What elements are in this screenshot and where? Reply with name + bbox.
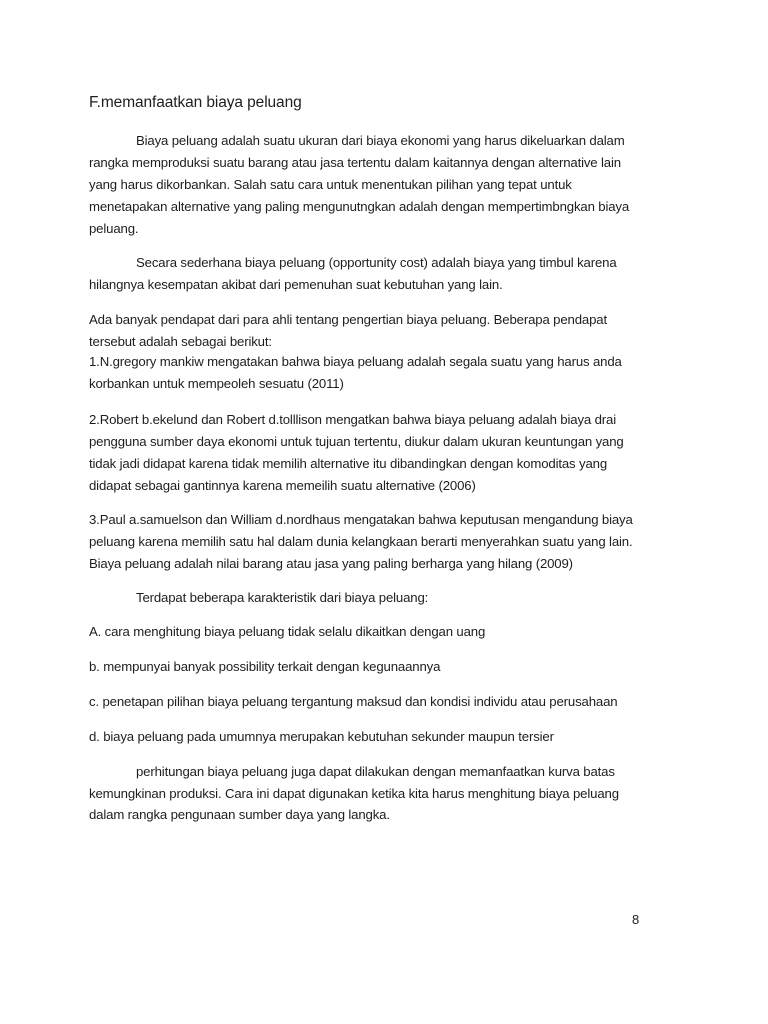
paragraph-1-line: peluang.: [89, 221, 139, 236]
section-heading: F.memanfaatkan biaya peluang: [89, 94, 302, 111]
paragraph-3-line: tersebut adalah sebagai berikut:: [89, 334, 272, 349]
opinion-3-line: peluang karena memilih satu hal dalam dunia kelangkaan berarti menyerahkan suatu yang lain.: [89, 534, 633, 549]
characteristic-item: c. penetapan pilihan biaya peluang tergantung maksud dan kondisi individu atau perusahaan: [89, 694, 618, 709]
paragraph-2-line: hilangnya kesempatan akibat dari pemenuhan suat kebutuhan yang lain.: [89, 277, 503, 292]
closing-paragraph-line: kemungkinan produksi. Cara ini dapat digunakan ketika kita harus menghitung biaya peluang: [89, 786, 619, 801]
opinion-1-line: 1.N.gregory mankiw mengatakan bahwa biaya peluang adalah segala suatu yang harus anda: [89, 354, 622, 369]
characteristics-intro: Terdapat beberapa karakteristik dari biaya peluang:: [136, 590, 429, 605]
opinion-2-line: didapat sebagai gantinnya karena memeilih suatu alternative (2006): [89, 478, 476, 493]
opinion-3-line: Biaya peluang adalah nilai barang atau jasa yang paling berharga yang hilang (2009): [89, 556, 573, 571]
characteristic-item: A. cara menghitung biaya peluang tidak selalu dikaitkan dengan uang: [89, 624, 486, 639]
characteristic-item: b. mempunyai banyak possibility terkait dengan kegunaannya: [89, 659, 441, 674]
closing-paragraph-line: dalam rangka pengunaan sumber daya yang langka.: [89, 807, 390, 822]
opinion-2-line: pengguna sumber daya ekonomi untuk tujuan tertentu, diukur dalam ukuran keuntungan yang: [89, 434, 624, 449]
opinion-2-line: tidak jadi didapat karena tidak memilih alternative itu dibandingkan dengan komoditas yang: [89, 456, 607, 471]
opinion-3-line: 3.Paul a.samuelson dan William d.nordhaus mengatakan bahwa keputusan mengandung biaya: [89, 512, 633, 527]
paragraph-1-line: yang harus dikorbankan. Salah satu cara untuk menentukan pilihan yang tepat untuk: [89, 177, 572, 192]
page-number: 8: [632, 912, 640, 927]
characteristic-item: d. biaya peluang pada umumnya merupakan kebutuhan sekunder maupun tersier: [89, 729, 554, 744]
closing-paragraph-line: perhitungan biaya peluang juga dapat dilakukan dengan memanfaatkan kurva batas: [136, 764, 615, 779]
paragraph-1-line: menetapakan alternative yang paling mengunutngkan adalah dengan mempertimbngkan biaya: [89, 199, 630, 214]
paragraph-3-line: Ada banyak pendapat dari para ahli tentang pengertian biaya peluang. Beberapa pendapat: [89, 312, 607, 327]
paragraph-1-line: Biaya peluang adalah suatu ukuran dari biaya ekonomi yang harus dikeluarkan dalam: [136, 133, 625, 148]
paragraph-1-line: rangka memproduksi suatu barang atau jasa tertentu dalam kaitannya dengan alternative lain: [89, 155, 621, 170]
opinion-1-line: korbankan untuk mempeoleh sesuatu (2011): [89, 376, 344, 391]
paragraph-2-line: Secara sederhana biaya peluang (opportunity cost) adalah biaya yang timbul karena: [136, 255, 617, 270]
opinion-2-line: 2.Robert b.ekelund dan Robert d.tolllison mengatkan bahwa biaya peluang adalah biaya drai: [89, 412, 616, 427]
